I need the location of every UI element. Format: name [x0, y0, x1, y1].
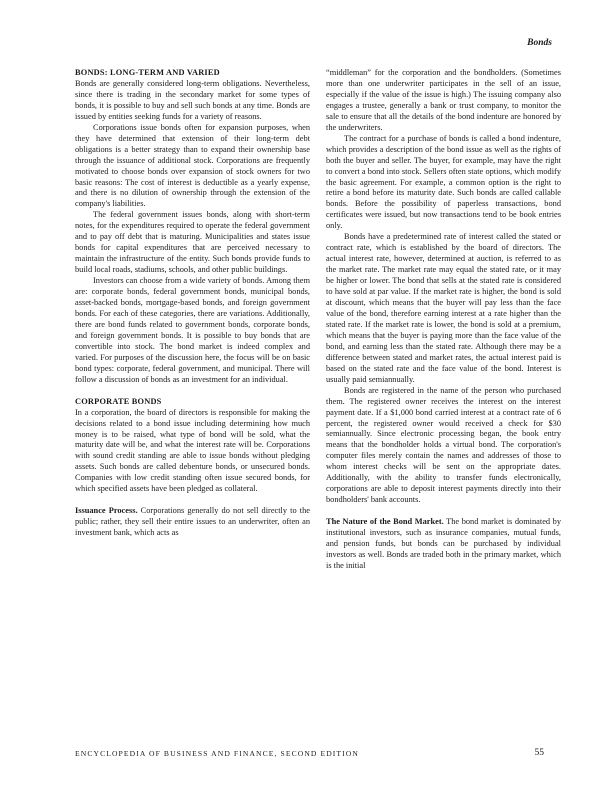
page-footer — [75, 749, 544, 758]
paragraph-text: Corporations generally do not sell directly to the public; rather, they sell their entire issues to an underwriter, often an investment bank, which acts as — [75, 506, 310, 538]
publication-title: ENCYCLOPEDIA OF BUSINESS AND FINANCE, SECOND EDITION — [75, 749, 359, 758]
paragraph-text: The bond market is dominated by institutional investors, such as insurance companies, mutual funds, and pension funds, but bonds can be purchased by individual investors as well. Bonds are traded both in the primary market, which is the initial — [326, 517, 561, 570]
page-number: 55 — [534, 748, 544, 758]
section-heading-corporate-bonds: CORPORATE BONDS — [75, 396, 162, 406]
paragraph: Bonds are generally considered long-term obligations. Nevertheless, since there is trading in the secondary market for some types of bonds, it is possible to buy and sell such bonds at any time. Bonds are issued by entities seeking funds for a variety of reasons. — [75, 78, 310, 121]
running-head: Bonds — [527, 38, 552, 48]
run-in-heading: Issuance Process. — [75, 506, 138, 516]
right-column — [326, 68, 561, 572]
paragraph: The contract for a purchase of bonds is called a bond indenture, which provides a description of the bond issue as well as the rights of both the buyer and seller. The buyer, for example, may have the right to convert a bond into stock. Sellers often state options, which modify the basic agreement. For example, a common option is the right to retire a bond before its maturity date. Such bonds are called callable bonds. Before the possibility of paperless transactions, bond certificates were issued, but now transactions tend to be book entries only. — [326, 133, 561, 231]
paragraph: Bonds have a predetermined rate of interest called the stated or contract rate, which is established by the board of directors. The actual interest rate, however, determined at auction, is referred to as the market rate. The market rate may equal the stated rate, or it may be higher or lower. The bond that sells at the stated rate is considered to have sold at par value. If the market rate is higher, the bond is sold at discount, which means that the buyer will pay less than the face value of the bond, therefore earning interest at a rate higher than the stated rate. If the market rate is lower, the bond is sold at a premium, which means that the buyer is paying more than the face value of the bond, and earning less than the stated rate. Although there may be a difference between stated and market rates, the actual interest paid is based on the stated rate and the face value of the bond. Interest is usually paid semiannually. — [326, 232, 561, 384]
paragraph: Investors can choose from a wide variety of bonds. Among them are: corporate bonds, federal government bonds, municipal bonds, asset-backed bonds, mortgage-based bonds, and foreign government bonds. For each of these categories, there are variations. Additionally, there are bond funds related to government bonds, corporate bonds, and foreign government bonds. It is possible to buy bonds that are convertible into stock. The bond market is indeed complex and varied. For purposes of the discussion here, the focus will be on basic bond types: corporate, federal government, and municipal. There will follow a discussion of bonds as an investment for an individual. — [75, 276, 310, 384]
paragraph: In a corporation, the board of directors is responsible for making the decisions related to a bond issue including determining how much money is to be raised, what type of bond will be sold, what the maturity date will be, and what the interest rate will be. Corporations with sound credit standing are able to issue bonds without pledging assets. Such bonds are called debenture bonds, or unsecured bonds. Companies with low credit standing often issue secured bonds, for which specified assets have been pledged as collateral. — [75, 407, 310, 494]
section-heading-bonds: BONDS: LONG-TERM AND VARIED — [75, 68, 220, 77]
left-column — [75, 68, 310, 539]
paragraph-issuance-process — [75, 506, 310, 539]
paragraph: Corporations issue bonds often for expansion purposes, when they have determined that extension of their long-term debt obligations is a better strategy than to expand their ownership base through the issuance of additional stock. Corporations are frequently motivated to choose bonds over expansion of stock owners for two basic reasons: The cost of interest is deductible as a yearly expense, and there is no dilution of ownership through the extension of the company's liabilities. — [75, 122, 310, 209]
paragraph: Bonds are registered in the name of the person who purchased them. The registered owner receives the interest on the interest payment date. If a $1,000 bond carried interest at a contract rate of 6 percent, the registered owner would received a check for $30 semiannually. Since electronic processing began, the book entry means that the bondholder holds a virtual bond. The corporation's computer files merely contain the names and addresses of those to whom interest checks will be sent on the appropriate dates. Additionally, with the ability to transfer funds electronically, corporations are able to deposit interest payments directly into their bondholders' bank accounts. — [326, 385, 561, 505]
paragraph: “middleman” for the corporation and the bondholders. (Sometimes more than one underwriter participates in the sell of an issue, especially if the value of the issue is high.) The issuing company also engages a trustee, generally a bank or trust company, to monitor the sale to ensure that all the details of the bond indenture are honored by the underwriters. — [326, 68, 561, 132]
run-in-heading: The Nature of the Bond Market. — [326, 517, 444, 527]
paragraph: The federal government issues bonds, along with short-term notes, for the expenditures required to operate the federal government and to pay off debt that is maturing. Municipalities and states issue bonds for capital expenditures that are perceived necessary to maintain the infrastructure of the entity. Such bonds provide funds to build local roads, stadiums, schools, and other public buildings. — [75, 210, 310, 275]
paragraph-bond-market — [326, 517, 561, 572]
